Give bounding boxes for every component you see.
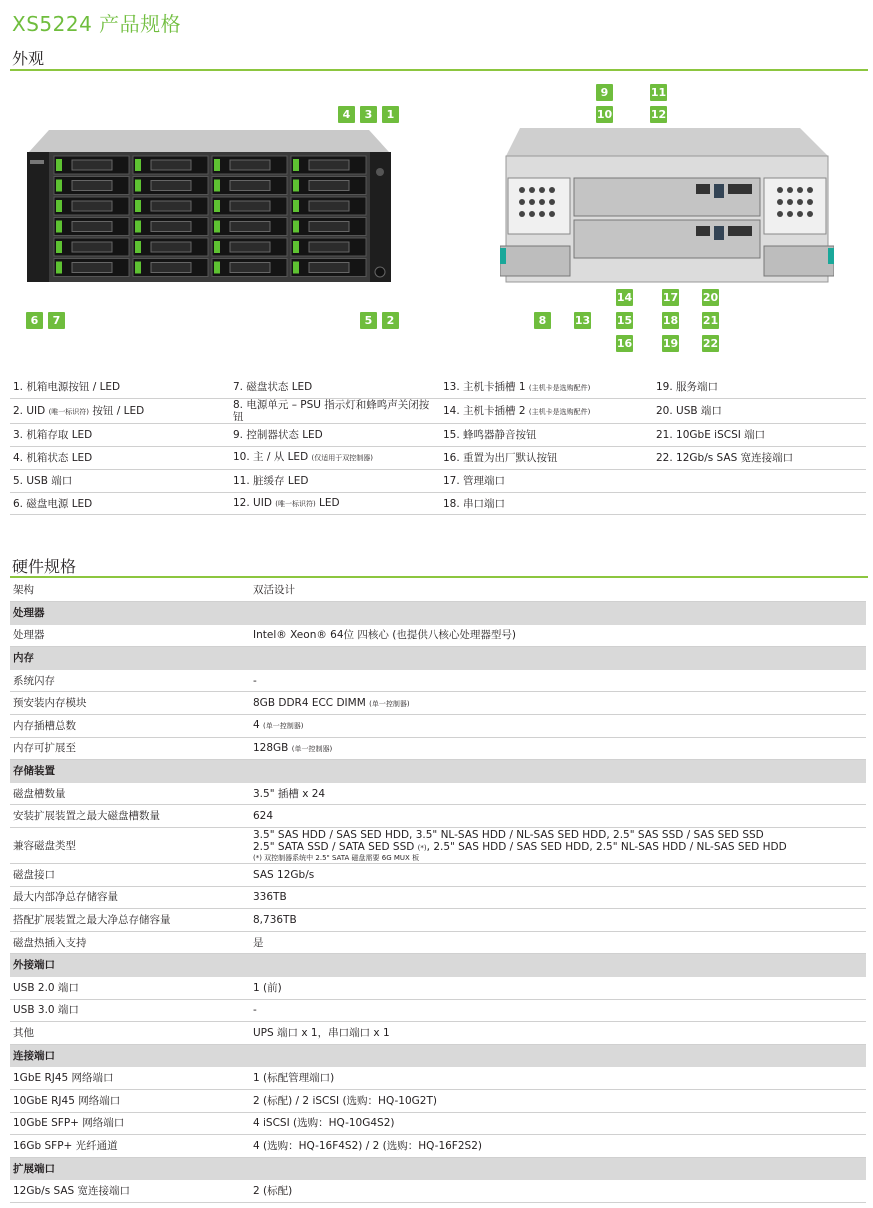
spec-value (250, 715, 866, 738)
spec-key: 磁盘槽数量 (10, 782, 250, 805)
legend-cell (230, 424, 440, 447)
spec-key: 磁盘接口 (10, 864, 250, 887)
callout-rear-10: 10 (596, 108, 613, 121)
legend-row (10, 399, 866, 424)
legend-text: 16. 重置为出厂默认按钮 (443, 451, 558, 464)
legend-cell (440, 469, 653, 492)
callout-rear-21: 21 (702, 314, 719, 327)
drive-bay (212, 197, 287, 215)
spec-key: 其他 (10, 1022, 250, 1045)
drive-bay (291, 197, 366, 215)
callout-rear-15: 15 (616, 314, 633, 327)
legend-note: (主机卡是选购配件) (528, 407, 591, 416)
legend-text: 18. 串口端口 (443, 497, 506, 510)
spec-row (10, 737, 866, 760)
spec-value-note: (单一控制器) (369, 699, 410, 708)
spec-row (10, 1022, 866, 1045)
spec-category-label: 内存 (10, 647, 866, 670)
spec-category-row (10, 602, 866, 625)
spec-category-row (10, 760, 866, 783)
callout-rear-13: 13 (574, 314, 591, 327)
spec-value-text: 是 (253, 936, 264, 949)
legend-cell (230, 469, 440, 492)
legend-row (10, 376, 866, 399)
drive-bay (291, 218, 366, 236)
legend-text-tail: 按钮 / LED (89, 404, 145, 417)
spec-value-text: SAS 12Gb/s (253, 868, 315, 881)
callout-rear-14: 14 (616, 291, 633, 304)
legend-cell (230, 399, 440, 424)
legend-cell (440, 399, 653, 424)
drive-bay (54, 259, 129, 277)
drive-bay (291, 177, 366, 195)
spec-value-text: 4 (选购：HQ-16F4S2) / 2 (选购：HQ-16F2S2) (253, 1139, 482, 1152)
drive-bay (133, 218, 208, 236)
legend-row (10, 492, 866, 515)
spec-value-line2-rest: , 2.5" SAS HDD / SAS SED HDD, 2.5" NL-SAS HDD / NL-SAS SED HDD (426, 840, 787, 853)
legend-text: 11. 脏缓存 LED (233, 474, 309, 487)
spec-value (250, 737, 866, 760)
spec-row (10, 931, 866, 954)
spec-key: 10GbE SFP+ 网络端口 (10, 1112, 250, 1135)
callout-rear-9: 9 (596, 84, 613, 101)
drive-bay (212, 218, 287, 236)
spec-row (10, 999, 866, 1022)
spec-row (10, 1180, 866, 1203)
spec-value (250, 805, 866, 828)
spec-key: USB 2.0 端口 (10, 977, 250, 1000)
spec-value-text: 128GB (253, 741, 289, 754)
callout-rear-8: 8 (534, 312, 551, 329)
legend-text: 20. USB 端口 (656, 405, 722, 418)
spec-value (250, 909, 866, 932)
legend-text: 1. 机箱电源按钮 / LED (13, 381, 121, 394)
legend-text: 9. 控制器状态 LED (233, 429, 323, 442)
spec-value-text: 双活设计 (253, 584, 295, 597)
legend-note: (仅适用于双控制器) (311, 454, 373, 463)
legend-row (10, 469, 866, 492)
spec-category-label: 扩展端口 (10, 1157, 866, 1180)
spec-value-text: 8GB DDR4 ECC DIMM (253, 696, 366, 709)
legend-cell (653, 399, 866, 424)
legend-row (10, 447, 866, 470)
legend-text: 14. 主机卡插槽 2 (443, 404, 526, 417)
callout-rear-22: 22 (702, 337, 719, 350)
component-legend-table (10, 376, 866, 515)
legend-text: 22. 12Gb/s SAS 宽连接端口 (656, 451, 794, 464)
spec-key: 架构 (10, 579, 250, 602)
legend-cell (653, 376, 866, 399)
spec-row (10, 977, 866, 1000)
legend-note: (唯一标识符) (48, 407, 90, 416)
legend-text: 17. 管理端口 (443, 474, 506, 487)
legend-cell (230, 492, 440, 515)
spec-value-text: 2 (标配) (253, 1185, 293, 1198)
spec-value (250, 669, 866, 692)
spec-value-text: UPS 端口 x 1，串口端口 x 1 (253, 1026, 390, 1039)
spec-key: 内存可扩展至 (10, 737, 250, 760)
spec-row (10, 1089, 866, 1112)
spec-value (250, 782, 866, 805)
spec-key: USB 3.0 端口 (10, 999, 250, 1022)
front-view-image (24, 130, 404, 294)
spec-key: 12Gb/s SAS 宽连接端口 (10, 1180, 250, 1203)
spec-value (250, 1089, 866, 1112)
spec-key: 预安装内存模块 (10, 692, 250, 715)
callout-front-6: 6 (26, 312, 43, 329)
drive-bay (54, 218, 129, 236)
drive-bay (133, 156, 208, 174)
spec-value-text: 8,736TB (253, 914, 297, 927)
legend-text: 7. 磁盘状态 LED (233, 381, 313, 394)
legend-cell (440, 492, 653, 515)
spec-value-text: Intel® Xeon® 64位 四核心 (也提供八核心处理器型号) (253, 629, 516, 642)
spec-key: 处理器 (10, 624, 250, 647)
spec-value-text: 3.5" 插槽 x 24 (253, 787, 326, 800)
page-title: XS5224 产品规格 (12, 12, 182, 36)
drive-bay (291, 238, 366, 256)
spec-row (10, 886, 866, 909)
spec-key: 1GbE RJ45 网络端口 (10, 1067, 250, 1090)
legend-cell (10, 399, 230, 424)
spec-value-text: 3.5" SAS HDD / SAS SED HDD, 3.5" NL-SAS HDD / NL-SAS SED HDD, 2.5" SAS SSD / SAS SED SSD (253, 828, 764, 841)
spec-value (250, 828, 866, 864)
spec-value-text: 2 (标配) / 2 iSCSI (选购：HQ-10G2T) (253, 1094, 437, 1107)
spec-value (250, 624, 866, 647)
spec-value (250, 864, 866, 887)
spec-value (250, 579, 866, 602)
legend-cell (653, 492, 866, 515)
legend-text: 13. 主机卡插槽 1 (443, 380, 526, 393)
rear-view-image (500, 128, 834, 292)
spec-key: 搭配扩展装置之最大净总存储容量 (10, 909, 250, 932)
legend-cell (653, 447, 866, 470)
hardware-specs-table (10, 579, 866, 1203)
spec-row (10, 864, 866, 887)
spec-value (250, 1022, 866, 1045)
legend-text: 4. 机箱状态 LED (13, 451, 93, 464)
spec-key: 磁盘热插入支持 (10, 931, 250, 954)
legend-cell (653, 424, 866, 447)
legend-cell (440, 376, 653, 399)
spec-category-label: 处理器 (10, 602, 866, 625)
spec-value (250, 1135, 866, 1158)
spec-category-label: 外接端口 (10, 954, 866, 977)
spec-value-text: - (253, 1004, 257, 1017)
spec-value-text: 624 (253, 810, 274, 823)
legend-text: 2. UID (13, 404, 46, 417)
legend-cell (230, 376, 440, 399)
spec-value-note: (单一控制器) (263, 722, 304, 731)
spec-row (10, 828, 866, 864)
drive-bay (133, 197, 208, 215)
drive-bay (212, 259, 287, 277)
spec-row (10, 715, 866, 738)
spec-category-label: 连接端口 (10, 1044, 866, 1067)
legend-text: 10. 主 / 从 LED (233, 451, 309, 464)
spec-value-text: 4 iSCSI (选购：HQ-10G4S2) (253, 1117, 395, 1130)
drive-bay (133, 238, 208, 256)
spec-value-line2: 2.5" SATA SSD / SATA SED SSD (253, 840, 415, 853)
callout-front-2: 2 (382, 312, 399, 329)
legend-text: 19. 服务端口 (656, 381, 719, 394)
legend-cell (653, 469, 866, 492)
spec-key: 兼容磁盘类型 (10, 828, 250, 864)
spec-row (10, 1112, 866, 1135)
spec-key: 系统闪存 (10, 669, 250, 692)
drive-bay (54, 197, 129, 215)
legend-text: 12. UID (233, 497, 272, 510)
legend-text: 21. 10GbE iSCSI 端口 (656, 429, 766, 442)
spec-value (250, 886, 866, 909)
legend-cell (230, 447, 440, 470)
spec-value (250, 1180, 866, 1203)
spec-category-row (10, 1157, 866, 1180)
drive-bay (54, 238, 129, 256)
legend-text: 5. USB 端口 (13, 474, 73, 487)
spec-value-text: 4 (253, 719, 260, 732)
hardware-divider (10, 576, 868, 578)
spec-row (10, 1135, 866, 1158)
callout-front-1: 1 (382, 106, 399, 123)
spec-row (10, 782, 866, 805)
legend-cell (10, 376, 230, 399)
hardware-heading: 硬件规格 (12, 557, 77, 576)
spec-value-mark: (*) (417, 843, 427, 852)
spec-category-row (10, 1044, 866, 1067)
spec-row (10, 624, 866, 647)
legend-text-tail: LED (315, 497, 340, 510)
legend-cell (440, 447, 653, 470)
drive-bay (54, 177, 129, 195)
drive-bay (291, 259, 366, 277)
callout-rear-11: 11 (650, 86, 667, 99)
legend-note: (主机卡是选购配件) (528, 383, 591, 392)
spec-row (10, 692, 866, 715)
drive-bay (54, 156, 129, 174)
appearance-heading: 外观 (12, 49, 45, 68)
spec-value-text: 336TB (253, 891, 287, 904)
legend-note: (唯一标识符) (275, 500, 316, 509)
drive-bay (212, 177, 287, 195)
legend-cell (10, 447, 230, 470)
spec-value (250, 692, 866, 715)
legend-cell (10, 492, 230, 515)
spec-value-note: (单一控制器) (291, 744, 333, 753)
drive-bay (291, 156, 366, 174)
drive-bay (212, 238, 287, 256)
legend-text: 3. 机箱存取 LED (13, 429, 93, 442)
spec-key: 10GbE RJ45 网络端口 (10, 1089, 250, 1112)
drive-bay (133, 259, 208, 277)
legend-cell (440, 424, 653, 447)
callout-rear-19: 19 (662, 337, 679, 350)
legend-row (10, 424, 866, 447)
callout-front-5: 5 (360, 312, 377, 329)
spec-value (250, 999, 866, 1022)
spec-key: 16Gb SFP+ 光纤通道 (10, 1135, 250, 1158)
spec-row (10, 1067, 866, 1090)
callout-rear-20: 20 (702, 291, 719, 304)
legend-cell (10, 469, 230, 492)
callout-rear-17: 17 (662, 291, 679, 304)
spec-value (250, 931, 866, 954)
legend-cell (10, 424, 230, 447)
spec-category-row (10, 954, 866, 977)
appearance-divider (10, 69, 868, 71)
callout-rear-12: 12 (650, 108, 667, 121)
callout-rear-16: 16 (616, 337, 633, 350)
spec-category-label: 存储装置 (10, 760, 866, 783)
spec-key: 内存插槽总数 (10, 715, 250, 738)
legend-text: 6. 磁盘电源 LED (13, 497, 93, 510)
legend-text: 15. 蜂鸣器静音按钮 (443, 429, 537, 442)
callout-front-4: 4 (338, 106, 355, 123)
spec-key: 最大内部净总存储容量 (10, 886, 250, 909)
drive-bay (212, 156, 287, 174)
spec-row (10, 669, 866, 692)
spec-key: 安装扩展装置之最大磁盘槽数量 (10, 805, 250, 828)
spec-footnote: (*) 双控制器系统中 2.5" SATA 磁盘需要 6G MUX 板 (253, 853, 420, 862)
spec-value-text: 1 (前) (253, 981, 282, 994)
spec-row (10, 805, 866, 828)
spec-value (250, 977, 866, 1000)
spec-category-row (10, 647, 866, 670)
spec-row (10, 909, 866, 932)
legend-text: 8. 电源单元 – PSU 指示灯和蜂鸣声关闭按钮 (233, 399, 430, 424)
spec-value (250, 1067, 866, 1090)
callout-front-3: 3 (360, 106, 377, 123)
spec-value-text: - (253, 674, 257, 687)
drive-bay (133, 177, 208, 195)
callout-rear-18: 18 (662, 314, 679, 327)
spec-value-text: 1 (标配管理端口) (253, 1072, 335, 1085)
spec-row (10, 579, 866, 602)
spec-value (250, 1112, 866, 1135)
callout-front-7: 7 (48, 312, 65, 329)
